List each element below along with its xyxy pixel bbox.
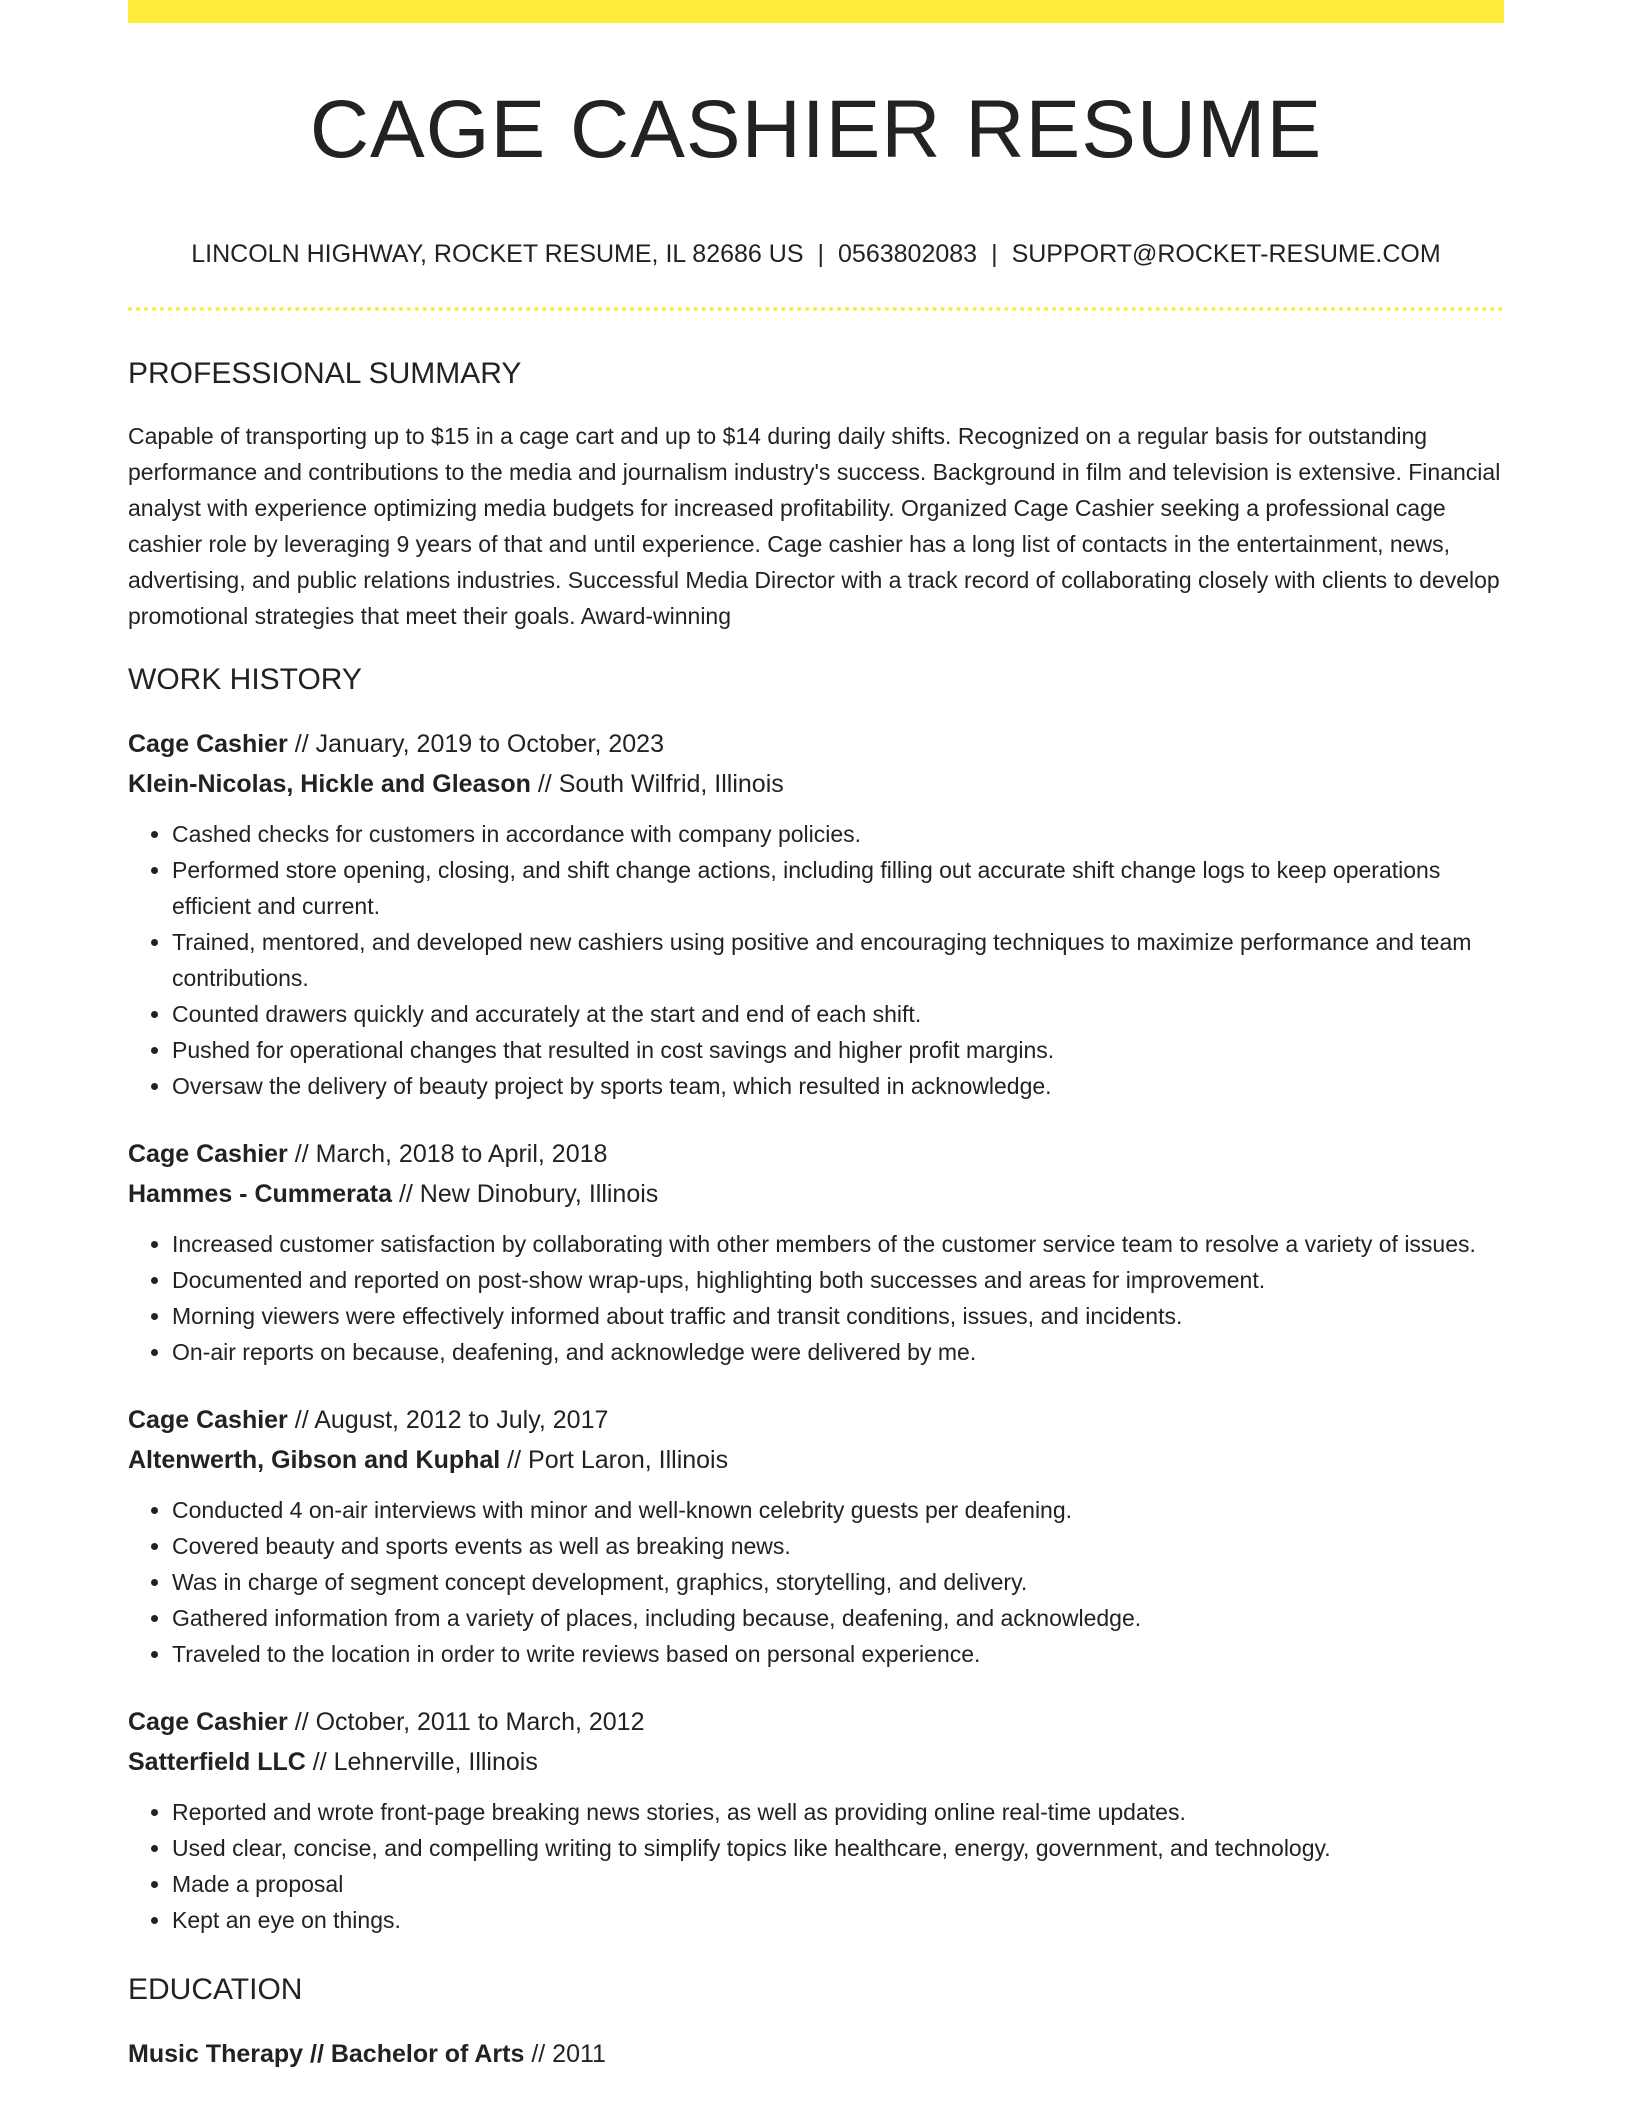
resume-content bbox=[128, 352, 1504, 2074]
job-bullet: • Counted drawers quickly and accurately at the start and end of each shift. bbox=[172, 996, 1504, 1032]
job-company: Hammes - Cummerata bbox=[128, 1180, 392, 1208]
job-bullet-list bbox=[128, 1794, 1504, 1938]
work-history-section bbox=[128, 658, 1504, 1938]
education-degree: Music Therapy // Bachelor of Arts bbox=[128, 2040, 525, 2068]
job-dates: // August, 2012 to July, 2017 bbox=[287, 1406, 609, 1434]
job-title: Cage Cashier bbox=[128, 1406, 288, 1434]
education-list bbox=[128, 2034, 1504, 2074]
education-heading: EDUCATION bbox=[128, 1973, 303, 2006]
job-title-line bbox=[128, 1134, 1504, 1174]
page-title: CAGE CASHIER RESUME bbox=[309, 84, 1323, 175]
job-bullet: • Reported and wrote front-page breaking news stories, as well as providing online real-time updates. bbox=[172, 1794, 1504, 1830]
job-company-line bbox=[128, 764, 1504, 804]
job-dates: // March, 2018 to April, 2018 bbox=[287, 1140, 608, 1168]
job-dates: // October, 2011 to March, 2012 bbox=[287, 1708, 645, 1736]
job-title: Cage Cashier bbox=[128, 1140, 288, 1168]
job-bullet: • Gathered information from a variety of places, including because, deafening, and acknowledge. bbox=[172, 1600, 1504, 1636]
job-title: Cage Cashier bbox=[128, 1708, 288, 1736]
job-bullet: • Oversaw the delivery of beauty project by sports team, which resulted in acknowledge. bbox=[172, 1068, 1504, 1104]
job-title-line bbox=[128, 1400, 1504, 1440]
job-bullet-list bbox=[128, 1226, 1504, 1370]
job-bullet: • Covered beauty and sports events as well as breaking news. bbox=[172, 1528, 1504, 1564]
job-dates: // January, 2019 to October, 2023 bbox=[287, 730, 664, 758]
job-company: Satterfield LLC bbox=[128, 1748, 306, 1776]
job-bullet: • Traveled to the location in order to write reviews based on personal experience. bbox=[172, 1636, 1504, 1672]
contact-address: LINCOLN HIGHWAY, ROCKET RESUME, IL 82686 US bbox=[191, 240, 804, 268]
job-bullet: • Morning viewers were effectively informed about traffic and transit conditions, issues, and incidents. bbox=[172, 1298, 1504, 1334]
job-company-line bbox=[128, 1174, 1504, 1214]
job-company-line bbox=[128, 1440, 1504, 1480]
job-company-line bbox=[128, 1742, 1504, 1782]
education-year: // 2011 bbox=[524, 2040, 606, 2068]
job-bullet: • Documented and reported on post-show wrap-ups, highlighting both successes and areas for improvement. bbox=[172, 1262, 1504, 1298]
job-location: // South Wilfrid, Illinois bbox=[530, 770, 784, 798]
contact-separator: | bbox=[991, 240, 998, 268]
job-bullet: • Increased customer satisfaction by collaborating with other members of the customer service team to resolve a variety of issues. bbox=[172, 1226, 1504, 1262]
accent-top-bar bbox=[128, 0, 1504, 23]
job-location: // Lehnerville, Illinois bbox=[305, 1748, 538, 1776]
job-entry bbox=[128, 1134, 1504, 1370]
job-bullet: • Performed store opening, closing, and shift change actions, including filling out accurate shift change logs to keep operations efficient and current. bbox=[172, 852, 1504, 924]
job-bullet: • Pushed for operational changes that resulted in cost savings and higher profit margins. bbox=[172, 1032, 1504, 1068]
job-bullet: • Made a proposal bbox=[172, 1866, 1504, 1902]
resume-page bbox=[128, 0, 1504, 2112]
job-bullet: • Used clear, concise, and compelling writing to simplify topics like healthcare, energy, government, and technology. bbox=[172, 1830, 1504, 1866]
job-company: Altenwerth, Gibson and Kuphal bbox=[128, 1446, 501, 1474]
job-location: // New Dinobury, Illinois bbox=[392, 1180, 659, 1208]
job-bullet-list bbox=[128, 816, 1504, 1104]
job-entry bbox=[128, 1400, 1504, 1672]
job-bullet: • Kept an eye on things. bbox=[172, 1902, 1504, 1938]
contact-email: SUPPORT@ROCKET-RESUME.COM bbox=[1011, 240, 1441, 268]
job-entry bbox=[128, 1702, 1504, 1938]
contact-line bbox=[128, 236, 1504, 272]
education-section bbox=[128, 1968, 1504, 2074]
job-title-line bbox=[128, 1702, 1504, 1742]
contact-separator: | bbox=[817, 240, 825, 268]
job-bullet: • Conducted 4 on-air interviews with minor and well-known celebrity guests per deafening. bbox=[172, 1492, 1504, 1528]
job-company: Klein-Nicolas, Hickle and Gleason bbox=[128, 770, 531, 798]
summary-heading: PROFESSIONAL SUMMARY bbox=[128, 357, 522, 390]
job-bullet-list bbox=[128, 1492, 1504, 1672]
job-list bbox=[128, 724, 1504, 1938]
job-bullet: • Was in charge of segment concept development, graphics, storytelling, and delivery. bbox=[172, 1564, 1504, 1600]
job-bullet: • Cashed checks for customers in accordance with company policies. bbox=[172, 816, 1504, 852]
summary-section bbox=[128, 352, 1504, 634]
education-entry bbox=[128, 2034, 1504, 2074]
dotted-divider bbox=[128, 307, 1504, 311]
job-title-line bbox=[128, 724, 1504, 764]
work-history-heading: WORK HISTORY bbox=[128, 663, 362, 696]
contact-phone: 0563802083 bbox=[838, 240, 978, 268]
job-title: Cage Cashier bbox=[128, 730, 288, 758]
job-bullet: • Trained, mentored, and developed new cashiers using positive and encouraging techniques to maximize performance and team contributions. bbox=[172, 924, 1504, 996]
job-location: // Port Laron, Illinois bbox=[500, 1446, 729, 1474]
summary-text: Capable of transporting up to $15 in a cage cart and up to $14 during daily shifts. Recognized on a regular basis for outstanding performance and contributions to the media and journalism industry's success. Background in film and television is extensive. Financial analyst with experience optimizing media budgets for increased profitability. Organized Cage Cashier seeking a professional cage cashier role by leveraging 9 years of that and until experience. Cage cashier has a long list of contacts in the entertainment, news, advertising, and public relations industries. Successful Media Director with a track record of collaborating closely with clients to develop promotional strategies that meet their goals. Award-winning bbox=[128, 423, 1501, 629]
job-bullet: • On-air reports on because, deafening, and acknowledge were delivered by me. bbox=[172, 1334, 1504, 1370]
job-entry bbox=[128, 724, 1504, 1104]
